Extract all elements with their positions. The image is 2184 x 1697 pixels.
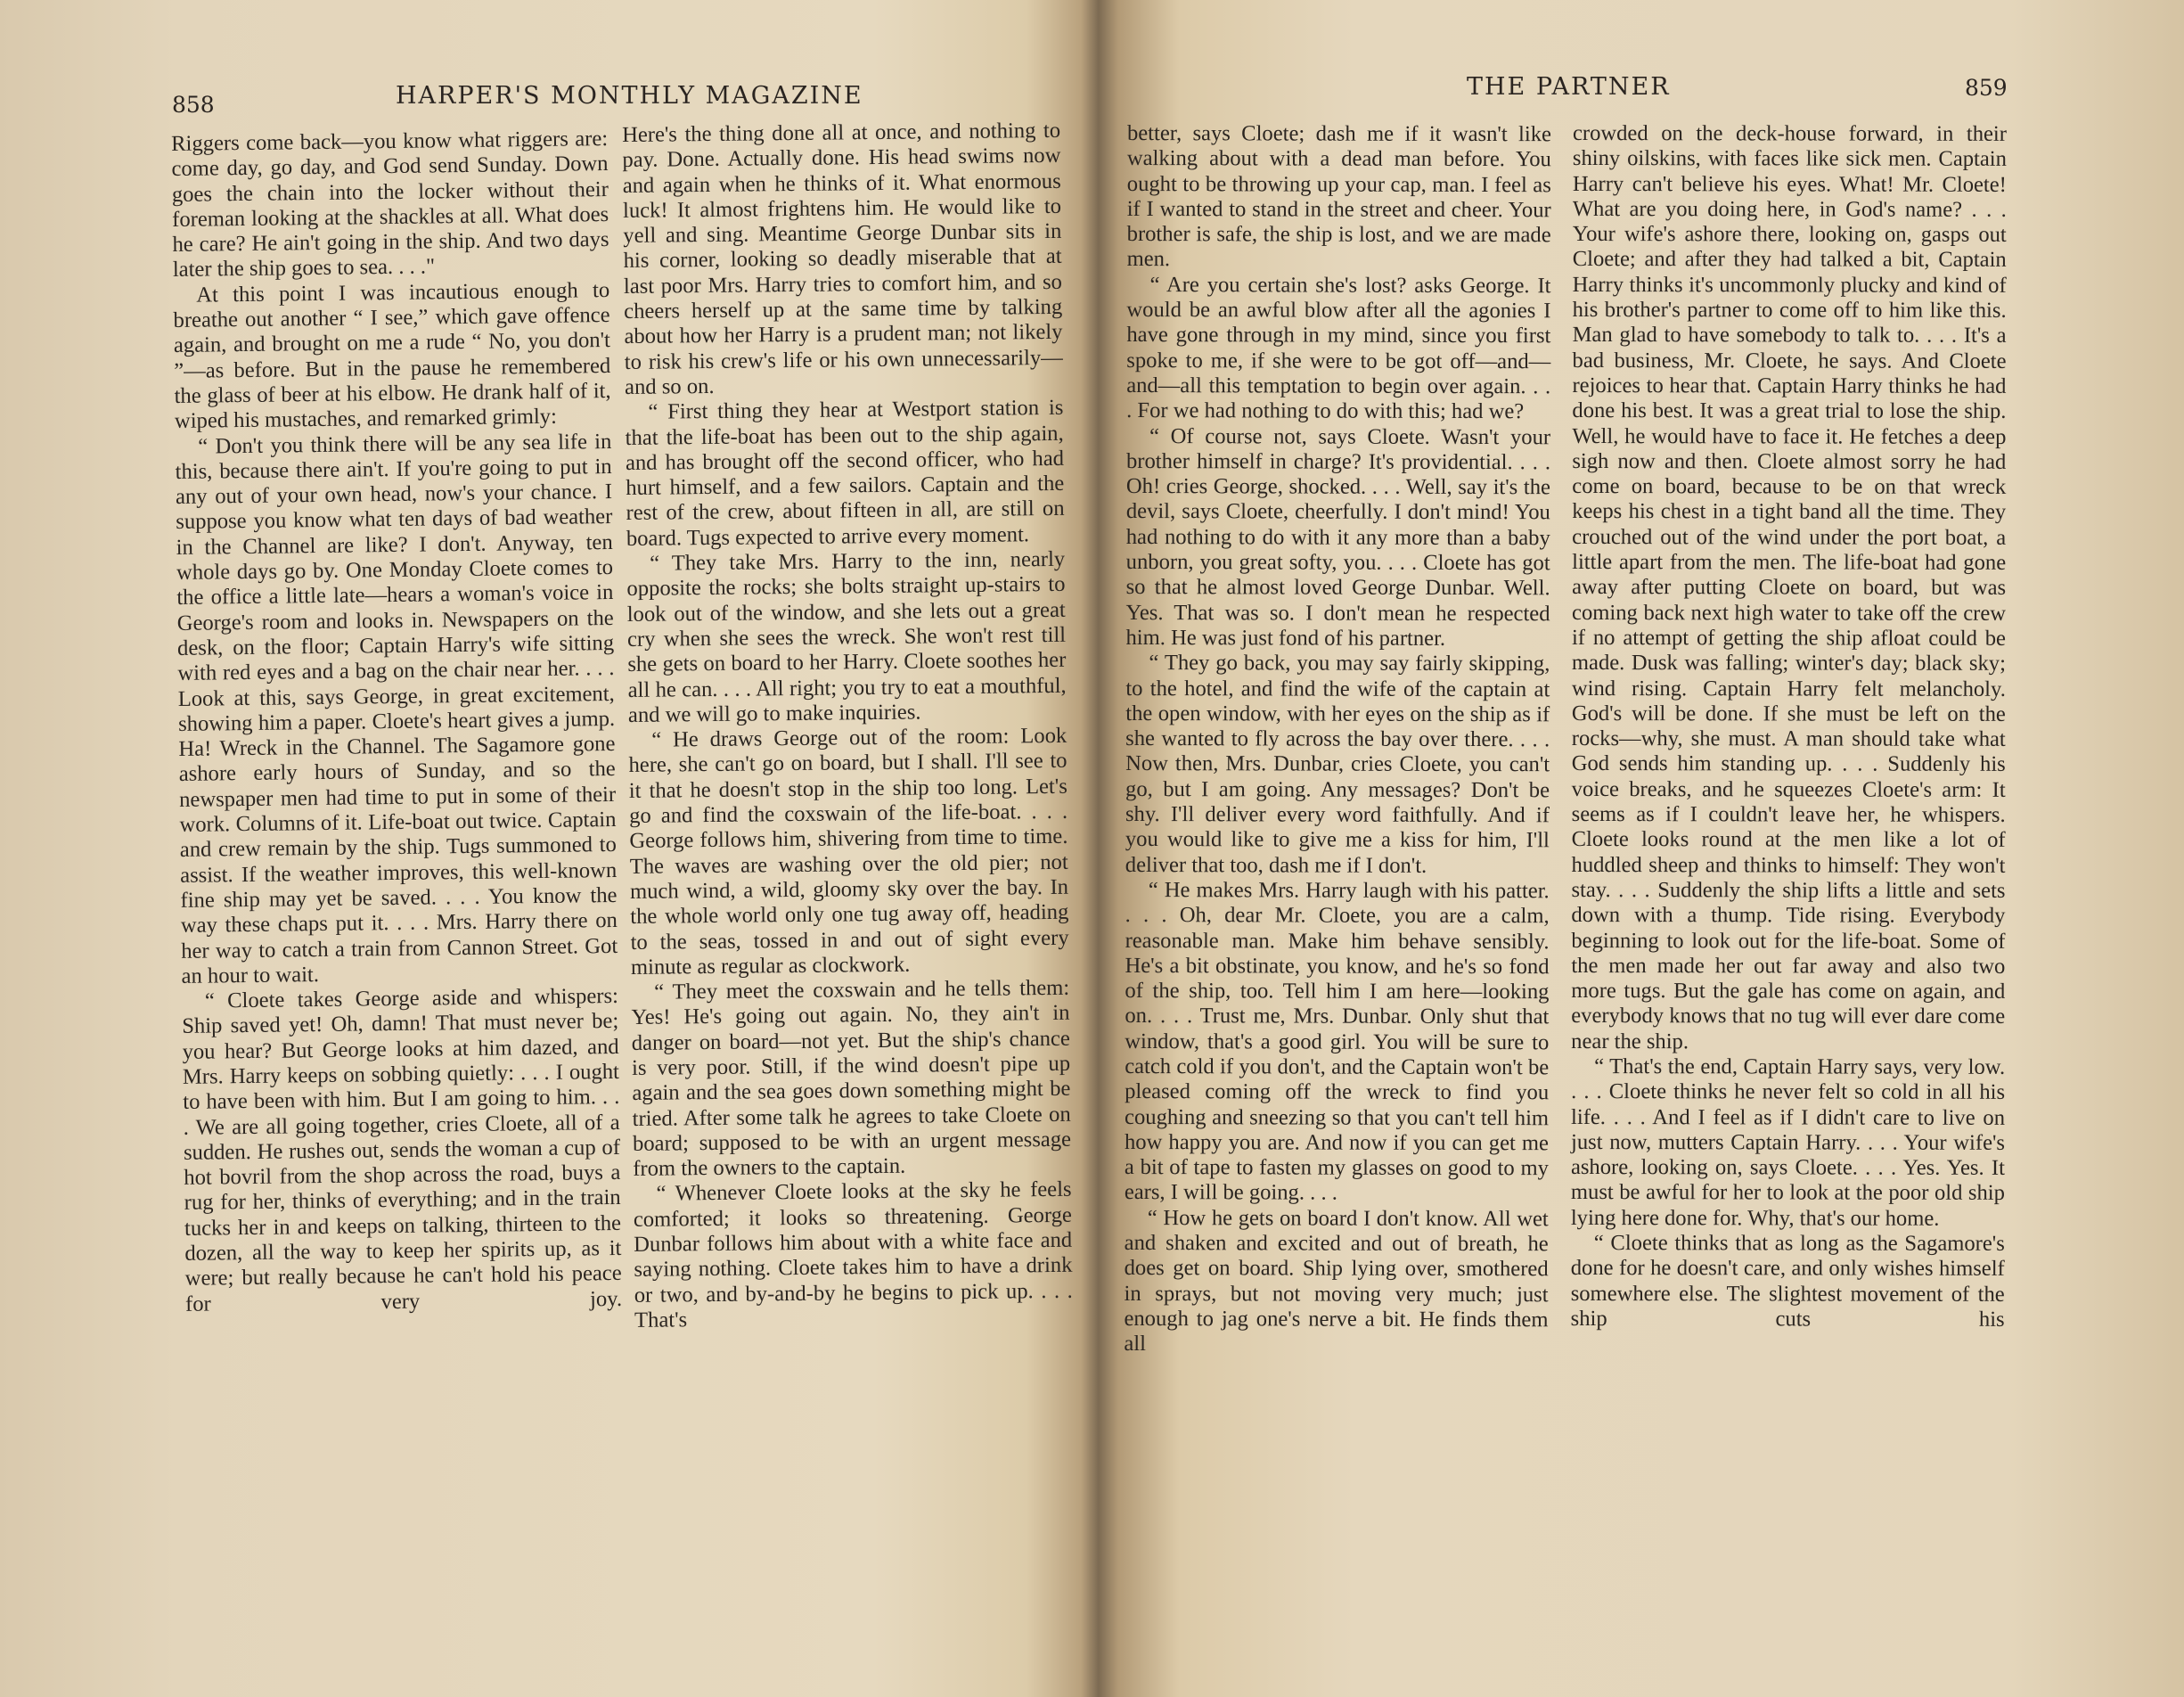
paragraph: “ They take Mrs. Harry to the inn, nearly opposite the rocks; she bolts straight up-stairs to look out of the window, and she lets out a great cry when she sees the wreck. She won't rest till she gets on board to her Harry. Cloete soothes her all he can. . . . All right; you try to eat a mouthful, and we will go to make inquiries. (626, 546, 1067, 727)
paragraph: “ Cloete thinks that as long as the Sagamore's done for he doesn't care, and only wishes himself somewhere else. The slightest movement of the ship cuts his (1570, 1231, 2005, 1332)
right-page-column-1 (1124, 121, 1551, 1358)
left-page-column-2 (622, 119, 1073, 1333)
right-page-number: 859 (1965, 75, 2008, 101)
left-page-number: 858 (172, 92, 215, 118)
paragraph: At this point I was incautious enough to breathe out another “ I see,” which gave offence again, and brought on me a rude “ No, you don't ”—as before. But in the pause he remembered the glass of beer at his elbow. He drank half of it, wiped his mustaches, and remarked grimly: (173, 277, 611, 434)
paragraph: “ He draws George out of the room: Look here, she can't go on board, but I shall. I'll see to it that he doesn't stop in the ship too long. Let's go and find the coxswain of the life-boat. . . . George follows him, shivering from time to time. The waves are washing over the old pier; not much wind, a wild, gloomy sky over the bay. In the whole world only one tug away off, heading to the seas, tossed in and out of sight every minute as regular as clockwork. (628, 723, 1069, 980)
paragraph: “ That's the end, Captain Harry says, very low. . . . Cloete thinks he never felt so cold in all his life. . . . And I feel as if I didn't care to live on just now, mutters Captain Harry. . . . Your wife's ashore, looking on, says Cloete. . . . Yes. Yes. It must be awful for her to look at the poor old ship lying here done for. Why, that's our home. (1570, 1054, 2006, 1231)
paragraph: better, says Cloete; dash me if it wasn't like walking about with a dead man before. You ought to be throwing up your cap, man. I feel as if I wanted to stand in the street and cheer. Your brother is safe, the ship is lost, and we are made men. (1126, 121, 1551, 272)
paragraph: crowded on the deck-house forward, in their shiny oilskins, with faces like sick men. Captain Harry can't believe his eyes. What! Mr. Cloete! What are you doing here, in God's name? . . . Your wife's ashore there, looking on, gasps out Cloete; and after they had talked a bit, Captain Harry thinks it's uncommonly plucky and kind of his brother's partner to come off to him like this. Man glad to have somebody to talk to. . . . It's a bad business, Mr. Cloete, he says. And Cloete rejoices to hear that. Captain Harry thinks he had done his best. It was a great trial to lose the ship. Well, he would have to face it. He fetches a deep sigh now and then. Cloete almost sorry he had come on board, because to be on that wreck keeps his chest in a tight band all the time. They crouched out of the wind under the port boat, a little apart from the men. The life-boat had gone away after putting Cloete on board, but was coming back next high water to take off the crew if no attempt of getting the ship afloat could be made. Dusk was falling; winter's day; black sky; wind rising. Captain Harry felt melancholy. God's will be done. If she must be left on the rocks—why, she must. A man should take what God sends him standing up. . . . Suddenly his voice breaks, and he squeezes Cloete's arm: It seems as if I couldn't leave her, he whispers. Cloete looks round at the men like a lot of huddled sheep and thinks to himself: They won't stay. . . . Suddenly the ship lifts a little and sets down with a thump. Tide rising. Everybody beginning to look out for the life-boat. Some of the men made her out far away and also two more tugs. But the gale has come on again, and everybody knows that no tug will ever dare come near the ship. (1571, 121, 2007, 1053)
right-running-head: THE PARTNER (1467, 73, 1671, 101)
paragraph: “ Are you certain she's lost? asks George. It would be an awful blow after all the agonies I have gone through in my mind, since you first spoke to me, if she were to be got off—and—and—all this temptation to begin over again. . . . For we had nothing to do with this; had we? (1126, 272, 1551, 424)
paragraph: “ First thing they hear at Westport station is that the life-boat has been out to the ship again, and has brought off the second officer, who had hurt himself, and a few sailors. Captain and the rest of the crew, about fifteen in all, are still on board. Tugs expected to arrive every moment. (625, 396, 1065, 551)
left-page-column-1 (171, 127, 622, 1317)
paragraph: “ He makes Mrs. Harry laugh with his patter. . . . Oh, dear Mr. Cloete, you are a calm, reasonable man. Make him behave sensibly. He's a bit obstinate, you know, and he's so fond of the ship, too. Tell him I am here—looking on. . . . Trust me, Mrs. Dunbar. Only shut that window, that's a good girl. You will be sure to catch cold if you don't, and the Captain won't be pleased coming off the wreck to find you coughing and sneezing so that you can't tell him how happy you are. And now if you can get me a bit of tape to fasten my glasses on good to my ears, I will be going. . . . (1124, 877, 1550, 1206)
paragraph: Here's the thing done all at once, and nothing to pay. Done. Actually done. His head swims now and again when he thinks of it. What enormous luck! It almost frightens him. He would like to yell and sing. Meantime George Dunbar sits in his corner, looking so deadly miserable that at last poor Mrs. Harry tries to comfort him, and so cheers herself up at the same time by talking about how her Harry is a prudent man; not likely to risk his crew's life or his own unnecessarily—and so on. (622, 118, 1063, 399)
paragraph: “ They go back, you may say fairly skipping, to the hotel, and find the wife of the captain at the open window, with her eyes on the ship as if she wanted to fly across the bay over there. . . . Now then, Mrs. Dunbar, cries Cloete, you can't go, but I am going. Any messages? Don't be shy. I'll deliver every word faithfully. And if you would like to give me a kiss for him, I'll deliver that too, dash me if I don't. (1125, 651, 1550, 878)
left-running-head: HARPER'S MONTHLY MAGAZINE (396, 82, 863, 110)
paragraph: “ Cloete takes George aside and whispers: Ship saved yet! Oh, damn! That must never be; you hear? But George looks at him dazed, and Mrs. Harry keeps on sobbing quietly: . . . I ought to have been with him. But I am going to him. . . . We are all going together, cries Cloete, all of a sudden. He rushes out, sends the woman a cup of hot bovril from the shop across the road, buys a rug for her, thinks of everything; and in the train tucks her in and keeps on talking, thirteen to the dozen, all the way to keep her spirits up, as it were; but really because he can't hold his peace for very joy. (182, 984, 623, 1316)
paragraph: “ Whenever Cloete looks at the sky he feels comforted; it looks so threatening. George Dunbar follows him about with a white face and saying nothing. Cloete takes him to have a drink or two, and by-and-by he begins to pick up. . . . That's (633, 1177, 1073, 1332)
paragraph: “ Of course not, says Cloete. Wasn't your brother himself in charge? It's providential. . . . Oh! cries George, shocked. . . . Well, say it's the devil, says Cloete, cheerfully. I don't mind! You had nothing to do with it any more than a baby unborn, you great softy, you. . . . Cloete has got so that he almost loved George Dunbar. Well. Yes. That was so. I don't mean he respected him. He was just fond of his partner. (1125, 423, 1551, 651)
paragraph: Riggers come back—you know what riggers are: come day, go day, and God send Sunday. Down goes the chain into the locker without their foreman looking at the shackles at all. What does he care? He ain't going in the ship. And two days later the ship goes to sea. . . ." (171, 127, 609, 283)
right-page-column-2 (1571, 121, 2007, 1332)
paragraph: “ Don't you think there will be any sea life in this, because there ain't. If you're going to put in any out of your own head, now's your chance. I suppose you know what ten days of bad weather in the Channel are like? I don't. Anyway, ten whole days go by. One Monday Cloete comes to the office a little late—hears a woman's voice in George's room and looks in. Newspapers on the desk, on the floor; Captain Harry's wife sitting with red eyes and a bag on the chair near her. . . . Look at this, says George, in great excitement, showing him a paper. Cloete's heart gives a jump. Ha! Wreck in the Channel. The Sagamore gone ashore early hours of Sunday, and so the newspaper men had time to put in some of their work. Columns of it. Life-boat out twice. Captain and crew remain by the ship. Tugs summoned to assist. If the weather improves, this well-known fine ship may yet be saved. . . . You know the way these chaps put it. . . . Mrs. Harry there on her way to catch a train from Cannon Street. Got an hour to wait. (175, 429, 618, 988)
paragraph: “ They meet the coxswain and he tells them: Yes! He's going out again. No, they ain't in danger on board—not yet. But the ship's chance is very poor. Still, if the wind doesn't pipe up again and the sea goes down something might be tried. After some talk he agrees to take Cloete on board; supposed to be with an urgent message from the owners to the captain. (631, 975, 1072, 1182)
paragraph: “ How he gets on board I don't know. All wet and shaken and excited and out of breath, he does get on board. Ship lying over, smothered in sprays, but not moving very much; just enough to jag one's nerve a bit. He finds them all (1124, 1205, 1549, 1357)
